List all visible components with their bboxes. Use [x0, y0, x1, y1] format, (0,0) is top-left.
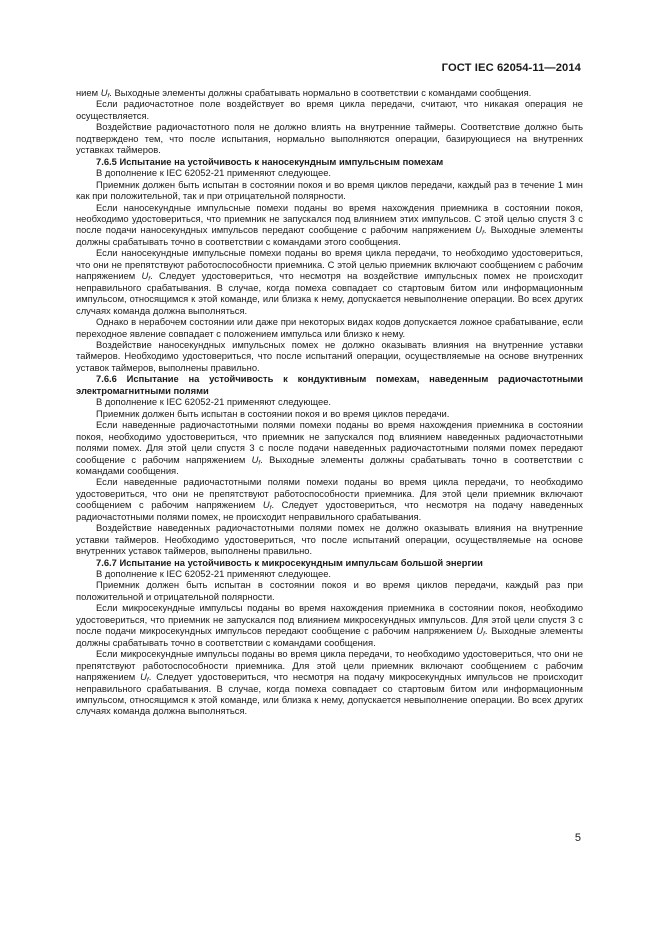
paragraph-text: Если наносекундные импульсные помехи поданы во время нахождения приемника в состоянии покоя, необходимо удостовериться, что приемник не запускался под влиянием этих импульсов. С этой целью спустя 3 с после подачи наносекундных импульсов передают сообщение с рабочим напряжением	[76, 201, 583, 236]
voltage-symbol-subscript: f	[107, 92, 110, 100]
section-heading: 7.6.5 Испытание на устойчивость к наносекундным импульсным помехам	[96, 155, 444, 167]
voltage-symbol-subscript: f	[269, 504, 272, 512]
voltage-symbol-letter: U	[251, 453, 259, 465]
voltage-symbol-subscript: f	[482, 229, 484, 237]
paragraph: Если радиочастотное поле воздействует во время цикла передачи, считают, что никакая операция не осуществляется.	[76, 98, 583, 121]
paragraph: Воздействие наносекундных импульсных помех не должно оказывать влияния на внутренние уставки таймеров. Необходимо удостовериться, что после испытаний операции, осуществляемые на основе внутренних уставок таймеров, выполнены правильно.	[76, 338, 583, 373]
paragraph-text: . Выходные элементы должны срабатывать нормально в соответствии с командами сообщения.	[109, 87, 532, 98]
section-heading: 7.6.7 Испытание на устойчивость к микросекундным импульсам большой энергии	[96, 556, 483, 568]
voltage-symbol-letter: U	[476, 625, 484, 637]
paragraph-text: . Выходные элементы должны срабатывать точно в соответствии с командами сообщения.	[76, 625, 584, 648]
paragraph	[76, 419, 583, 476]
paragraph-text: . Выходные элементы должны срабатывать точно в соответствии с командами сообщения.	[76, 453, 584, 476]
voltage-symbol-subscript: f	[146, 676, 149, 684]
paragraph	[76, 87, 583, 98]
paragraph: В дополнение к IEC 62052-21 применяют следующее.	[96, 167, 332, 179]
voltage-symbol-letter: U	[141, 270, 149, 282]
paragraph-text: Если наведенные радиочастотными полями помехи поданы во время цикла передачи, то необходимо удостовериться, что они не препятствуют работоспособности приемника. Для этой цели приемник включают сообщением с рабочим напряжением	[76, 476, 583, 511]
voltage-symbol-subscript: f	[148, 275, 151, 283]
paragraph: В дополнение к IEC 62052-21 применяют следующее.	[96, 396, 332, 408]
voltage-symbol-subscript: f	[258, 459, 261, 466]
paragraph-text: Если наведенные радиочастотными полями помехи поданы во время нахождения приемника в состоянии покоя, необходимо удостовериться, что приемник не запускался под влиянием наведенных радиочастотными полями помех. Для этой цели спустя 3 с после подачи наведенных радиочастотными полями помех передают сообщение с рабочим напряжением	[76, 419, 583, 465]
voltage-symbol	[140, 671, 149, 682]
voltage-symbol	[476, 625, 485, 636]
paragraph-text: . Следует удостовериться, что несмотря на подачу микросекундных импульсов не происходит неправильного срабатывания. В случае, когда помеха совпадает со стартовым битом или информационным импульсом, относящимся к этой команде, или близка к нему, допускается невыполнение операции. Во всех других случаях команда должна выполняться.	[76, 671, 583, 717]
paragraph-text: . Следует удостовериться, что несмотря на подачу наведенных радиочастотными полями помех, не происходит неправильного срабатывания.	[76, 499, 583, 522]
paragraph-text: Если микросекундные импульсы поданы во время нахождения приемника в состоянии покоя, необходимо удостовериться, что приемник не запускался под влиянием микросекундных импульсов. Для этой цели спустя 3 с после подачи микросекундных импульсов передают сообщение с рабочим напряжением	[76, 602, 583, 637]
voltage-symbol	[252, 454, 261, 465]
paragraph	[76, 648, 583, 717]
paragraph: Воздействие радиочастотного поля не должно влиять на внутренние таймеры. Соответствие должно быть подтверждено тем, что после испытания, нормально выполняются операции, базирующиеся на внутренних уставках таймеров.	[76, 121, 583, 156]
document-header: ГОСТ IEC 62054-11—2014	[441, 62, 581, 74]
paragraph	[76, 202, 583, 248]
paragraph: Приемник должен быть испытан в состоянии покоя и во время циклов передачи, каждый раз в течение 1 мин как при положительной, так и при отрицательной полярности.	[76, 178, 583, 202]
voltage-symbol-letter: U	[100, 87, 108, 98]
section-heading: 7.6.6 Испытание на устойчивость к кондуктивным помехам, наведенным радиочастотными электромагнитными полями	[76, 373, 583, 396]
paragraph-text: . Выходные элементы должны срабатывать точно в соответствии с командами этого сообщения.	[76, 224, 584, 247]
voltage-symbol-letter: U	[140, 671, 147, 683]
voltage-symbol	[101, 87, 110, 98]
paragraph	[76, 247, 583, 316]
paragraph: В дополнение к IEC 62052-21 применяют следующее.	[96, 568, 332, 580]
page-number: 5	[574, 832, 581, 844]
paragraph: Воздействие наведенных радиочастотными полями помех не должно оказывать влияния на внутренние уставки таймеров. Необходимо удостовериться, что после испытаний операции, осуществляемые на основе внутренних уставок таймеров, выполнены правильно.	[76, 522, 583, 557]
paragraph	[76, 476, 583, 522]
paragraph: Приемник должен быть испытан в состоянии покоя и во время циклов передачи.	[96, 407, 450, 419]
paragraph	[76, 602, 583, 648]
voltage-symbol	[142, 270, 151, 281]
document-body	[76, 87, 583, 717]
paragraph-text: нием	[76, 87, 101, 98]
voltage-symbol-letter: U	[262, 499, 270, 511]
paragraph-text: . Следует удостовериться, что несмотря на воздействие импульсных помех не происходит неправильного срабатывания. В случае, когда помеха совпадает со стартовым битом или информационным импульсом, относящимся к этой команде, или близка к нему, допускается невыполнение операции. Во всех других случаях команда должна выполняться.	[76, 270, 583, 316]
voltage-symbol-letter: U	[475, 224, 483, 236]
paragraph-text: Если наносекундные импульсные помехи поданы во время цикла передачи, то необходимо удостовериться, что они не препятствуют работоспособности приемника. С этой целью приемник включают сообщением с рабочим напряжением	[76, 247, 583, 282]
paragraph-text: Если микросекундные импульсы поданы во время цикла передачи, то необходимо удостовериться, что они не препятствуют работоспособности приемника. Для этой цели приемник включают сообщением с рабочим напряжением	[76, 648, 583, 683]
paragraph: Приемник должен быть испытан в состоянии покоя и во время циклов передачи, каждый раз при положительной и отрицательной полярности.	[76, 579, 583, 602]
voltage-symbol-subscript: f	[483, 630, 485, 638]
voltage-symbol	[475, 224, 484, 235]
paragraph: Однако в нерабочем состоянии или даже при некоторых видах кодов допускается ложное срабатывание, если переходное явление совпадает с положением импульса или близко к нему.	[76, 316, 583, 339]
